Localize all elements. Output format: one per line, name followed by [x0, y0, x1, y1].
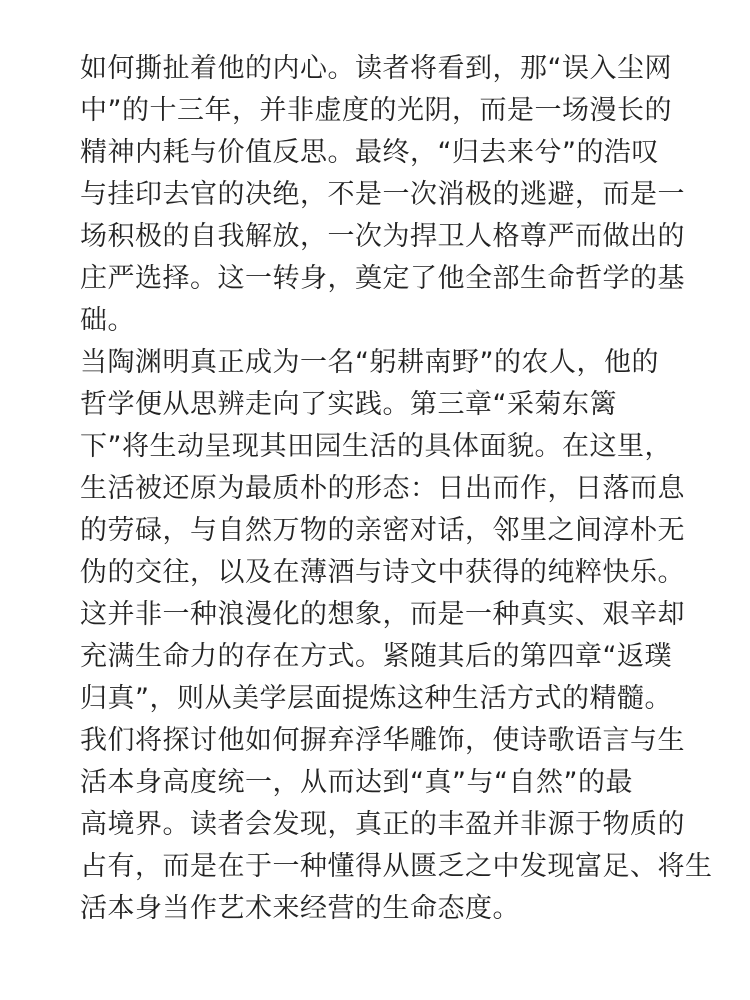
- text-line: 归真”，则从美学层面提炼这种生活方式的精髓。: [80, 683, 672, 714]
- text-line: 下”将生动呈现其田园生活的具体面貌。在这里，: [80, 431, 672, 462]
- text-line: 与挂印去官的决绝，不是一次消极的逃避，而是一: [80, 179, 685, 210]
- text-line: 这并非一种浪漫化的想象，而是一种真实、艰辛却: [80, 599, 685, 630]
- paragraph-2: [80, 342, 713, 930]
- text-line: 哲学便从思辨走向了实践。第三章“采菊东篱: [80, 389, 617, 420]
- text-line: 精神内耗与价值反思。最终，“归去来兮”的浩叹: [80, 137, 659, 168]
- text-line: 当陶渊明真正成为一名“躬耕南野”的农人，他的: [80, 347, 659, 378]
- text-line: 的劳碌，与自然万物的亲密对话，邻里之间淳朴无: [80, 515, 685, 546]
- text-line: 中”的十三年，并非虚度的光阴，而是一场漫长的: [80, 95, 672, 126]
- text-line: 活本身当作艺术来经营的生命态度。: [80, 893, 520, 924]
- text-line: 高境界。读者会发现，真正的丰盈并非源于物质的: [80, 809, 685, 840]
- text-line: 活本身高度统一，从而达到“真”与“自然”的最: [80, 767, 633, 798]
- text-line: 场积极的自我解放，一次为捍卫人格尊严而做出的: [80, 221, 685, 252]
- text-line: 础。: [80, 305, 135, 336]
- text-line: 占有，而是在于一种懂得从匮乏之中发现富足、将生: [80, 851, 713, 882]
- text-line: 伪的交往，以及在薄酒与诗文中获得的纯粹快乐。: [80, 557, 685, 588]
- text-line: 我们将探讨他如何摒弃浮华雕饰，使诗歌语言与生: [80, 725, 685, 756]
- text-line: 充满生命力的存在方式。紧随其后的第四章“返璞: [80, 641, 672, 672]
- text-line: 庄严选择。这一转身，奠定了他全部生命哲学的基: [80, 263, 685, 294]
- text-line: 生活被还原为最质朴的形态：日出而作，日落而息: [80, 473, 685, 504]
- paragraph-1: [80, 48, 685, 342]
- text-line: 如何撕扯着他的内心。读者将看到，那“误入尘网: [80, 53, 672, 84]
